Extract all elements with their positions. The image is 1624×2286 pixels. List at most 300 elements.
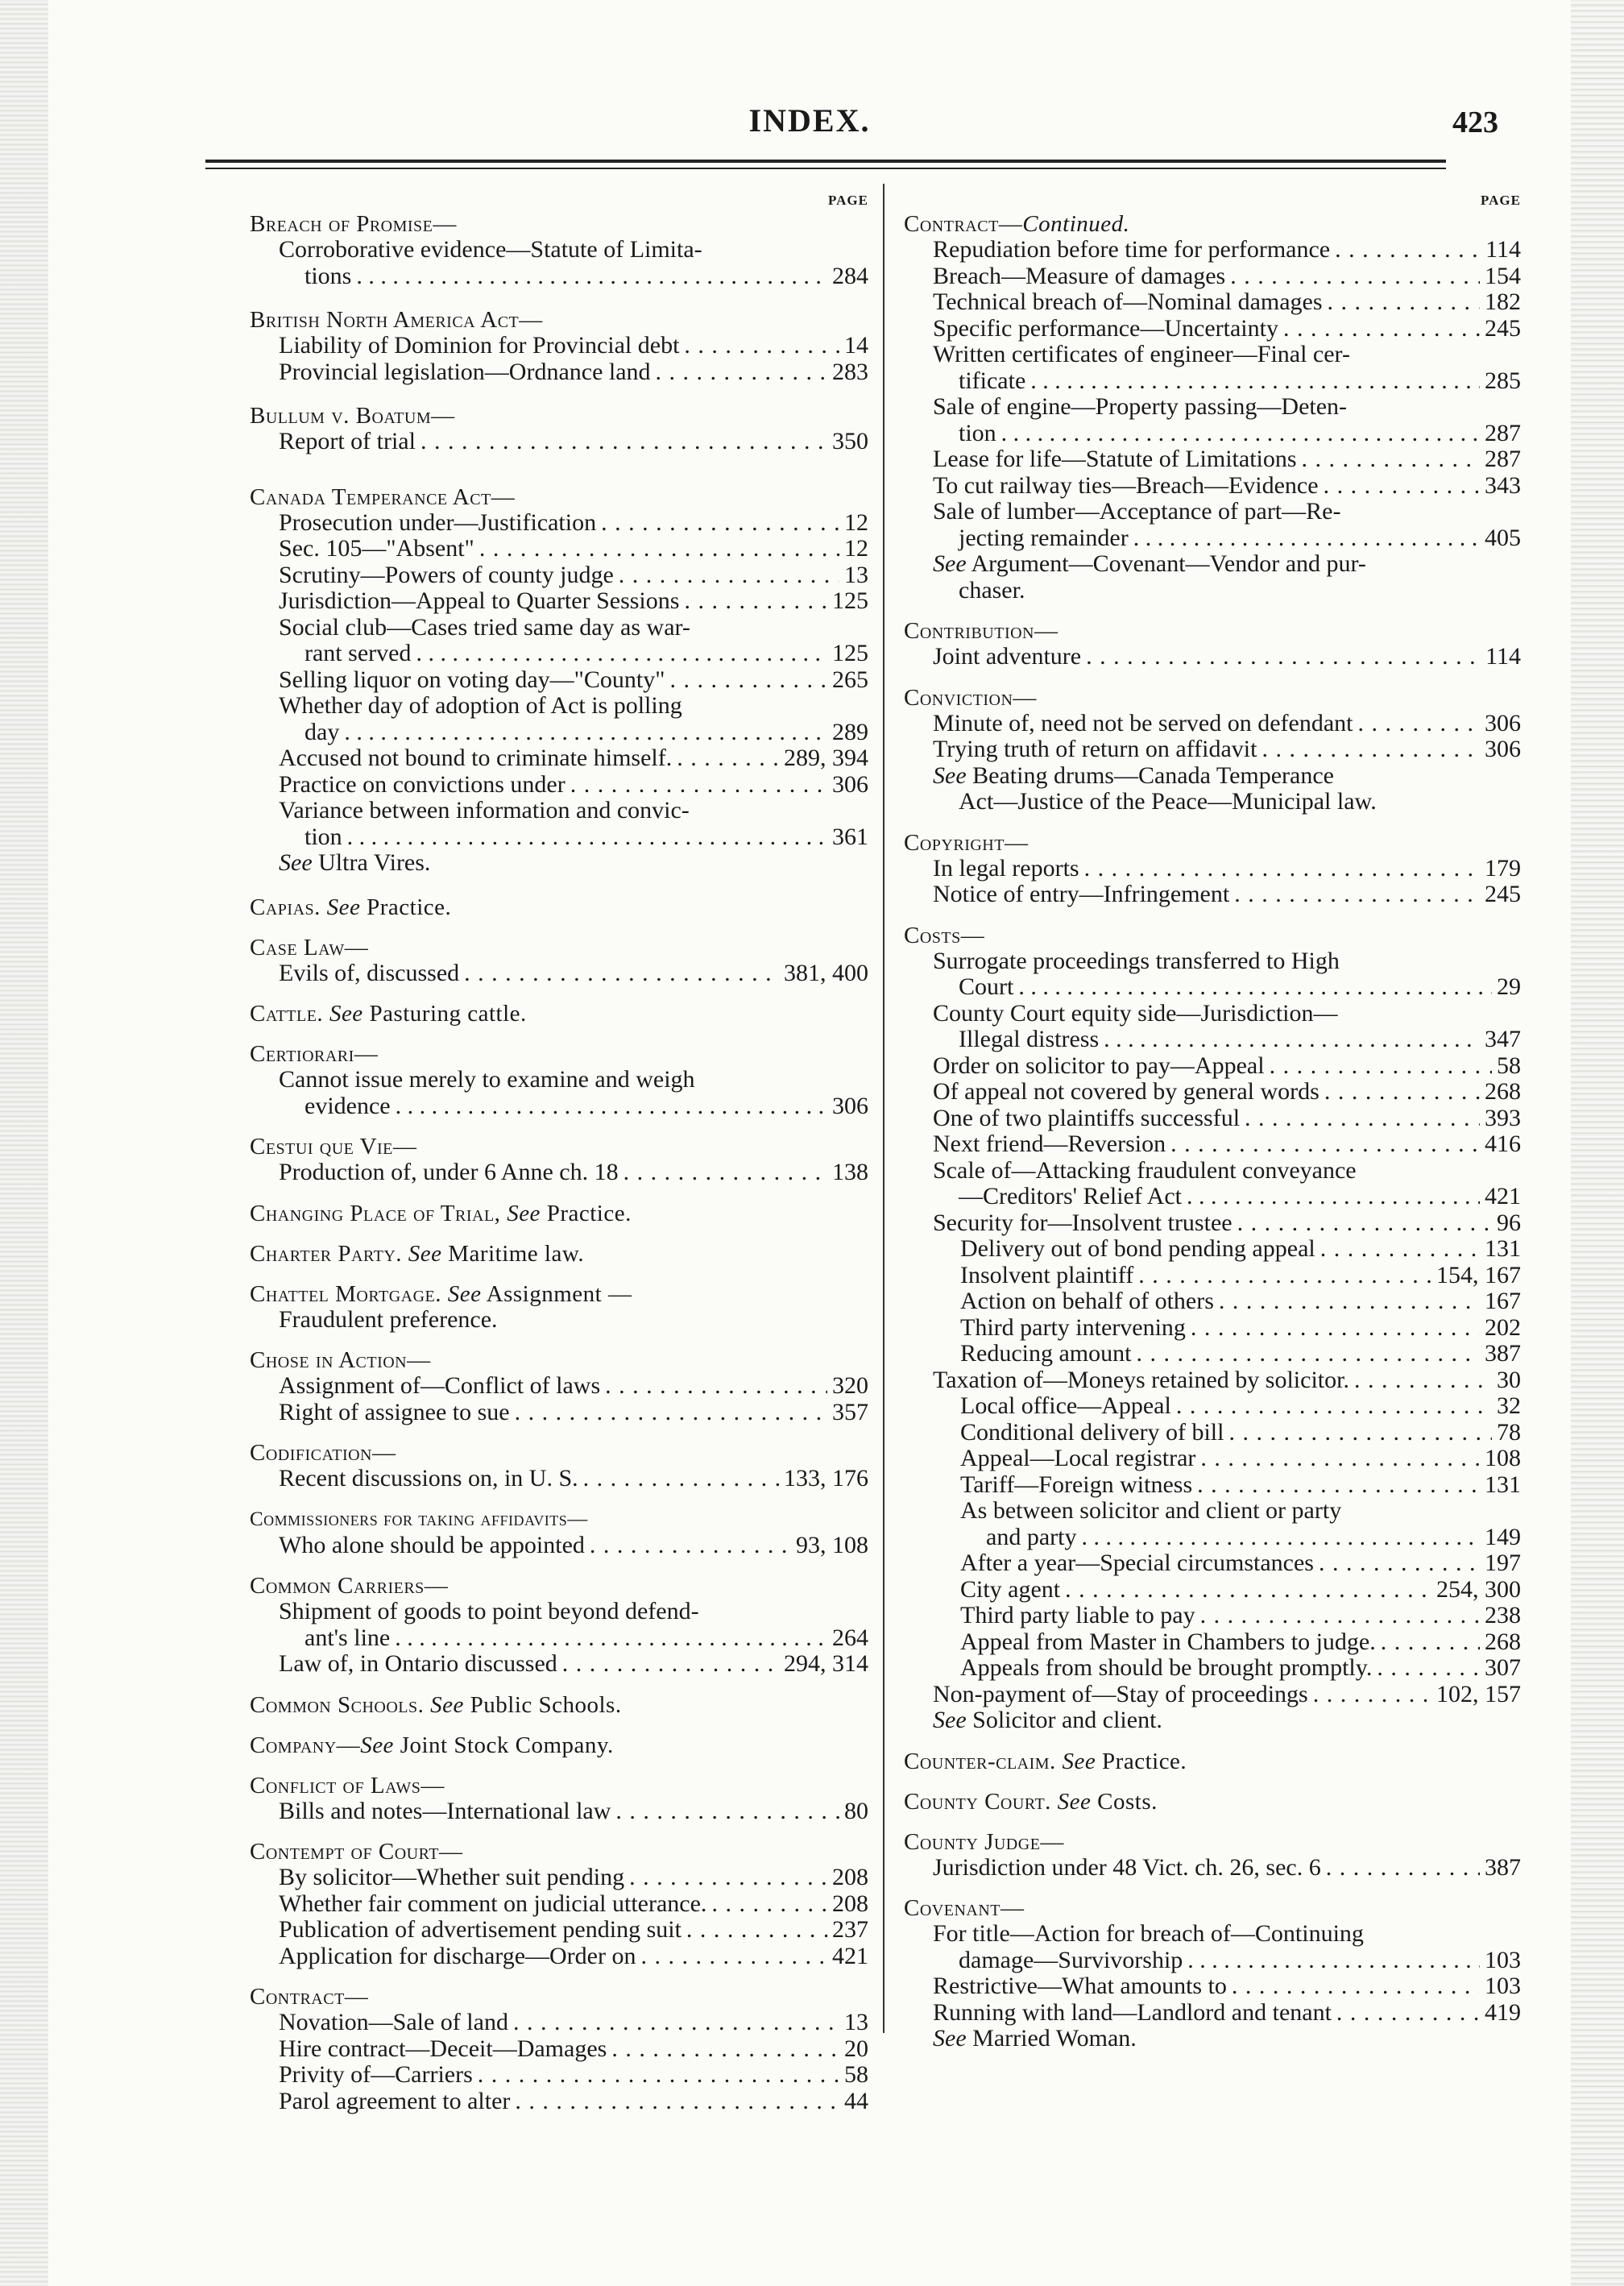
sub-entry-text: Illegal distress [959,1026,1100,1052]
page-ref: 306 [1485,709,1521,736]
sub-entry-text: Next friend—Reversion [933,1131,1166,1157]
sub-entry [250,237,868,289]
see-word: See [933,761,967,789]
sub-entry [904,1053,1521,1080]
entry-heading: Common Schools. See Public Schools. [250,1691,622,1718]
see-target: Joint Stock Company. [393,1732,614,1758]
page-ref: 103 [1485,1973,1521,1999]
sub-entry-text: tion [959,419,996,446]
sub-entry-text: damage—Survivorship [959,1946,1183,1973]
sub-entry [904,499,1521,551]
sub-entry [250,745,868,772]
sub-entry [904,1921,1521,1973]
sub-entry-text: Written certificates of engineer—Final cer- [933,341,1350,367]
sub-entry-text: Jurisdiction under 48 Vict. ch. 26, sec. 6 [933,1853,1321,1881]
sub-entry [250,562,868,589]
page-ref: 14 [844,332,868,359]
sub-entry-text: Sale of engine—Property passing—Deten- [933,393,1348,420]
index-entry [904,830,1521,908]
page-ref: 13 [844,2009,868,2035]
sub-entry [250,1891,868,1918]
entry-heading: Chattel Mortgage. See Assignment — [250,1280,632,1307]
sub-entry-text: Recent discussions on, in U. S. [279,1465,578,1492]
see-target: Practice. [1096,1748,1187,1774]
sub-entry-text: Application for discharge—Order on [279,1942,636,1969]
see-target: Costs. [1091,1788,1158,1815]
entry-heading: Bullum v. Boatum— [250,403,455,429]
sub-entry [904,1682,1521,1708]
sub-entry [904,1315,1521,1342]
sub-entry-text: Evils of, discussed [279,959,460,986]
page-ref: 268 [1485,1628,1521,1655]
see-word: See [279,849,313,876]
sub-entry [250,359,868,386]
sub-entry-text: Sec. 105—"Absent" [279,535,474,562]
index-entry [250,403,868,455]
sub-entry [250,615,868,667]
sub-entry [250,1400,868,1426]
sub-entry-text: Prosecution under—Justification [279,508,597,536]
sub-entry [904,736,1521,763]
index-entry [250,1241,868,1267]
index-entry [250,1440,868,1492]
sub-entry-text: Law of, in Ontario discussed [279,1650,557,1677]
sub-entry [904,882,1521,908]
sub-entry-text: Bills and notes—International law [279,1797,611,1824]
sub-entry-text: tificate [959,367,1026,394]
see-word: See [933,1707,967,1733]
sub-entry-text: Local office—Appeal [960,1392,1171,1419]
sub-entry [904,473,1521,500]
sub-entry-text: For title—Action for breach of—Continuing [933,1920,1364,1947]
sub-entry-text: Delivery out of bond pending appeal [960,1235,1315,1262]
sub-entry-text: Running with land—Landlord and tenant [933,1998,1332,2026]
page-ref: 202 [1485,1313,1521,1341]
sub-entry [904,1393,1521,1420]
sub-entry-text: Third party intervening [960,1313,1186,1341]
sub-entry [904,1131,1521,1158]
sub-entry-text: Action on behalf of others [960,1288,1214,1314]
sub-entry-text: Jurisdiction—Appeal to Quarter Sessions [279,587,680,614]
page-ref: 387 [1485,1340,1521,1367]
index-entry [250,935,868,987]
page-ref: 131 [1485,1471,1521,1498]
sub-entry-text: Order on solicitor to pay—Appeal [933,1052,1265,1079]
sub-entry-text: Provincial legislation—Ordnance land [279,358,651,385]
page-number: 423 [1452,106,1498,139]
entry-heading: Contempt of Court— [250,1839,463,1865]
sub-entry [904,1472,1521,1499]
sub-entry [250,1067,868,1119]
page-ref: 421 [1485,1183,1521,1209]
page-ref: 294, 314 [784,1650,868,1677]
entry-heading: Counter-claim. See Practice. [904,1748,1187,1774]
page-ref: 108 [1485,1445,1521,1471]
page-ref: 289, 394 [784,745,868,771]
sub-entry [904,1367,1521,1394]
page-ref: 208 [832,1890,868,1917]
index-entry [250,1984,868,2114]
sub-entry-text: Whether fair comment on judicial utterance. [279,1890,707,1917]
scan-right-edge [1571,0,1624,2286]
entry-heading: Case Law— [250,934,369,960]
sub-entry-text: Accused not bound to criminate himself. [279,745,673,771]
see-reference [250,850,868,877]
sub-entry [904,1973,1521,2000]
see-target: Practice. [540,1200,632,1226]
sub-entry [904,1079,1521,1106]
sub-entry-text: Variance between information and convic- [279,797,690,824]
page-ref: 347 [1485,1026,1521,1052]
sub-entry-text: Non-payment of—Stay of proceedings [933,1680,1308,1707]
sub-entry [250,333,868,359]
entry-heading: Cattle. See Pasturing cattle. [250,1001,527,1027]
sub-entry [250,2036,868,2063]
sub-entry [250,1944,868,1970]
sub-entry-text: ant's line [304,1624,391,1651]
index-entry [250,1507,868,1559]
sub-entry-text: Court [959,973,1014,1000]
page-ref: 393 [1485,1104,1521,1131]
sub-entry [904,289,1521,316]
see-target: Assignment — [481,1280,632,1307]
page-ref: 387 [1485,1853,1521,1881]
index-entry [904,1789,1521,1815]
page-ref: 78 [1497,1418,1521,1446]
sub-entry [904,1158,1521,1210]
page-ref: 284 [832,262,868,289]
sub-entry-text: and party [986,1523,1077,1550]
page-ref: 361 [832,823,868,850]
page-ref: 103 [1485,1946,1521,1973]
sub-entry-text: rant served [304,640,412,666]
page-ref: 245 [1485,314,1521,342]
page-ref: 93, 108 [796,1531,868,1558]
sub-entry-text: Conditional delivery of bill [960,1418,1224,1446]
page-ref: 167 [1485,1288,1521,1314]
sub-entry [250,1799,868,1825]
sub-entry [904,1263,1521,1289]
see-target: Argument—Covenant—Vendor and pur- [966,550,1366,577]
page-ref: 125 [832,640,868,666]
page-ref: 285 [1485,367,1521,394]
see-target: Ultra Vires. [312,849,431,876]
entry-heading: Costs— [904,922,985,948]
sub-entry [904,1603,1521,1629]
page-ref: 20 [844,2035,868,2062]
sub-entry-text: Third party liable to pay [960,1602,1195,1628]
index-entry [250,484,868,877]
index-entry [250,1692,868,1718]
sub-entry-text: Shipment of goods to point beyond defend- [279,1598,699,1624]
see-continuation: Fraudulent preference. [279,1305,498,1333]
sub-entry [250,667,868,694]
sub-entry-text: One of two plaintiffs successful [933,1104,1241,1131]
sub-entry-text: Scale of—Attacking fraudulent conveyance [933,1156,1357,1184]
sub-entry-text: tions [304,262,352,289]
page-ref: 287 [1485,446,1521,472]
sub-entry [904,1420,1521,1446]
sub-entry [250,693,868,745]
see-word: See [1057,1788,1092,1815]
sub-entry-text: Appeal—Local registrar [960,1445,1196,1471]
entry-heading: Commissioners for taking affidavits— [250,1508,588,1530]
see-word: See [1062,1748,1096,1774]
page-ref: 12 [844,508,868,536]
page-ref: 133, 176 [784,1465,868,1492]
sub-entry-text: Who alone should be appointed [279,1531,585,1558]
page-ref: 306 [832,1092,868,1119]
index-entry [250,1839,868,1969]
sub-entry-text: Appeal from Master in Chambers to judge. [960,1628,1376,1655]
sub-entry-text: In legal reports [933,854,1079,882]
sub-entry [250,1373,868,1400]
page-ref: 197 [1485,1550,1521,1576]
sub-entry [904,2000,1521,2027]
sub-entry-text: Specific performance—Uncertainty [933,314,1278,342]
see-word: See [933,2025,967,2052]
entry-heading: Common Carriers— [250,1573,449,1599]
sub-entry [250,1865,868,1891]
sub-entry [904,316,1521,342]
sub-entry-text: Repudiation before time for performance [933,236,1331,263]
sub-entry-text: Sale of lumber—Acceptance of part—Re- [933,498,1341,525]
index-entry [904,923,1521,1734]
entry-heading: Company—See Joint Stock Company. [250,1732,614,1758]
sub-entry [904,1498,1521,1550]
see-word: See [408,1240,442,1267]
page-title: INDEX. [748,102,871,139]
sub-entry-text: By solicitor—Whether suit pending [279,1864,625,1890]
index-entry [904,1895,1521,2052]
see-target: Public Schools. [463,1691,622,1718]
entry-heading: Conflict of Laws— [250,1772,445,1799]
sub-entry-text: Scrutiny—Powers of county judge [279,561,614,588]
sub-entry-text: day [304,718,340,745]
sub-entry-text: Appeals from should be brought promptly. [960,1654,1373,1681]
sub-entry [250,960,868,987]
sub-entry [904,1288,1521,1315]
sub-entry-text: Whether day of adoption of Act is polling [279,692,682,719]
page-ref: 287 [1485,419,1521,446]
index-entry [250,1201,868,1226]
sub-entry [904,1236,1521,1263]
index-entry [250,1573,868,1678]
sub-entry-text: Of appeal not covered by general words [933,1078,1320,1105]
page-ref: 32 [1497,1392,1521,1419]
sub-entry-text: Security for—Insolvent trustee [933,1209,1232,1236]
index-entry [250,1281,868,1334]
sub-entry [904,1629,1521,1656]
sub-entry-text: Technical breach of—Nominal damages [933,288,1323,315]
page-ref: 102, 157 [1436,1680,1521,1707]
sub-entry-text: Insolvent plaintiff [960,1261,1134,1288]
sub-entry-text: Hire contract—Deceit—Damages [279,2035,607,2062]
page-header [48,95,1571,143]
page-ref: 268 [1485,1078,1521,1105]
page-ref: 254, 300 [1436,1575,1521,1603]
sub-entry-text: Cannot issue merely to examine and weigh [279,1066,695,1093]
index-entry [250,211,868,289]
sub-entry-text: Selling liquor on voting day—"County" [279,666,665,693]
page-ref: 405 [1485,524,1521,551]
sub-entry-text: evidence [304,1092,391,1119]
page-ref: 80 [844,1797,868,1824]
page-ref: 30 [1497,1366,1521,1393]
entry-heading: Capias. See Practice. [250,894,452,920]
page-ref: 138 [832,1159,868,1185]
page-ref: 179 [1485,854,1521,882]
page-ref: 421 [832,1942,868,1969]
entry-heading: Contribution— [904,618,1058,644]
index-column-left [250,190,868,2129]
entry-heading: County Judge— [904,1828,1064,1855]
entry-heading: Contract—Continued. [904,211,1130,237]
sub-entry [904,644,1521,670]
sub-entry-text: County Court equity side—Jurisdiction— [933,999,1338,1027]
page-ref: 29 [1497,973,1521,1000]
page-ref: 289 [832,718,868,745]
entry-heading: Chose in Action— [250,1347,431,1373]
see-target: Maritime law. [441,1240,585,1267]
entry-heading: Conviction— [904,684,1037,711]
entry-heading: Codification— [250,1440,396,1466]
index-entry [250,1001,868,1027]
sub-entry-text: Novation—Sale of land [279,2009,508,2035]
sub-entry [904,1855,1521,1881]
see-word: See [447,1280,482,1307]
sub-entry [250,588,868,615]
sub-entry [904,948,1521,1001]
sub-entry-text: Corroborative evidence—Statute of Limita- [279,236,702,263]
page-ref: 182 [1485,288,1521,315]
page-ref: 283 [832,358,868,385]
sub-entry [250,1533,868,1559]
sub-entry [904,342,1521,394]
see-reference [904,1707,1521,1734]
index-entry [250,1773,868,1825]
sub-entry [904,856,1521,882]
sub-entry-text: Production of, under 6 Anne ch. 18 [279,1159,619,1185]
index-entry [250,1347,868,1425]
see-reference [904,2026,1521,2052]
page-ref: 265 [832,666,868,693]
header-rule-thick [205,160,1446,163]
page-ref: 320 [832,1372,868,1399]
entry-heading: Certiorari— [250,1041,379,1067]
index-column-right [904,190,1521,2067]
sub-entry [250,2089,868,2115]
entry-heading: Cestui que Vie— [250,1134,417,1160]
index-entry [904,211,1521,604]
entry-heading: British North America Act— [250,307,543,333]
sub-entry-text: Assignment of—Conflict of laws [279,1372,601,1399]
sub-entry [250,1160,868,1186]
sub-entry-text: Taxation of—Moneys retained by solicitor. [933,1366,1349,1393]
sub-entry-text: Report of trial [279,428,416,454]
sub-entry-text: To cut railway ties—Breach—Evidence [933,471,1319,499]
column-divider [883,184,884,2033]
sub-entry [250,1651,868,1678]
sub-entry-text: Surrogate proceedings transferred to High [933,947,1340,974]
sub-entry-text: After a year—Special circumstances [960,1550,1314,1576]
see-word: See [329,1001,363,1027]
sub-entry-text: As between solicitor and client or party [960,1497,1342,1524]
sub-entry-text: tion [304,823,342,850]
sub-entry-text: Lease for life—Statute of Limitations [933,446,1297,472]
entry-heading: Copyright— [904,829,1029,856]
sub-entry [250,772,868,799]
sub-entry [904,1577,1521,1604]
page-ref: 13 [844,561,868,588]
sub-entry-text: Trying truth of return on affidavit [933,736,1257,762]
entry-heading: Breach of Promise— [250,211,457,237]
see-target: Married Woman. [966,2025,1137,2052]
page-ref: 381, 400 [784,959,868,986]
see-continuation: Act—Justice of the Peace—Municipal law. [959,788,1377,815]
continued-label: Continued. [1022,211,1130,237]
see-word: See [360,1732,394,1758]
see-word: See [430,1691,464,1718]
page-ref: 44 [844,2087,868,2114]
entry-heading: County Court. See Costs. [904,1788,1158,1815]
sub-entry [250,1466,868,1492]
page-ref: 149 [1485,1523,1521,1550]
page-ref: 96 [1497,1209,1521,1236]
page-ref: 306 [1485,736,1521,762]
entry-heading: Contract— [250,1984,369,2010]
index-page [48,0,1571,2286]
entry-heading: Charter Party. See Maritime law. [250,1240,585,1267]
sub-entry [904,394,1521,446]
sub-entry-text: Breach—Measure of damages [933,262,1226,289]
index-entry [250,307,868,385]
sub-entry [250,536,868,562]
see-word: See [326,894,361,920]
see-reference [904,551,1521,578]
see-word: See [507,1200,541,1226]
entry-heading: Canada Temperance Act— [250,483,516,510]
page-ref: 131 [1485,1235,1521,1262]
page-ref: 245 [1485,881,1521,907]
sub-entry-text: Liability of Dominion for Provincial debt [279,332,680,359]
scan-left-edge [0,0,48,2286]
page-ref: 208 [832,1864,868,1890]
sub-entry-text: —Creditors' Relief Act [959,1183,1183,1209]
sub-entry [250,1599,868,1651]
sub-entry [904,1341,1521,1367]
sub-entry-text: Minute of, need not be served on defendant [933,709,1353,736]
sub-entry [904,1106,1521,1132]
see-target: Beating drums—Canada Temperance [966,761,1334,789]
page-ref: 237 [832,1916,868,1943]
page-ref: 306 [832,770,868,798]
page-ref: 58 [844,2061,868,2088]
sub-entry-text: Practice on convictions under [279,770,566,798]
sub-entry-text: Tariff—Foreign witness [960,1471,1193,1498]
sub-entry-text: Joint adventure [933,643,1082,670]
sub-entry [250,2010,868,2036]
sub-entry [904,1001,1521,1053]
sub-entry [250,798,868,850]
page-ref: 343 [1485,471,1521,499]
sub-entry [250,1917,868,1944]
see-word: See [933,550,967,577]
sub-entry [250,429,868,455]
entry-heading: Covenant— [904,1895,1025,1921]
sub-entry [904,263,1521,290]
see-continuation: chaser. [959,576,1025,604]
